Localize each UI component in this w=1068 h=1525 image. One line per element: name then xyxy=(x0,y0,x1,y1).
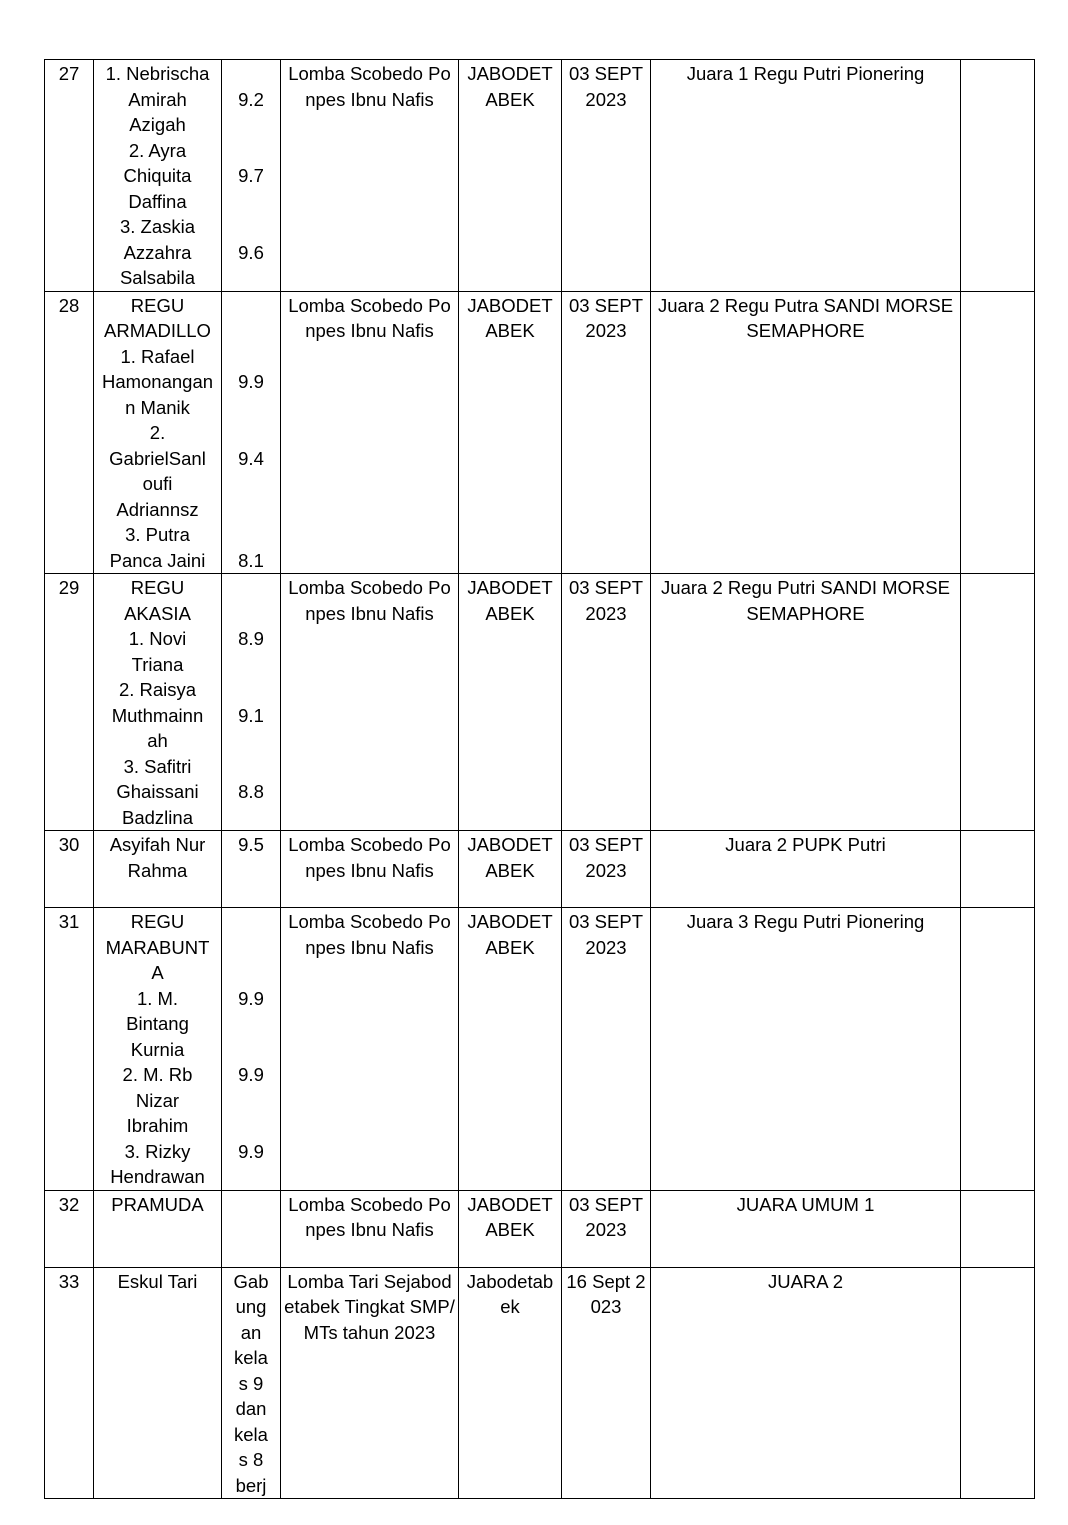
extra-cell xyxy=(961,291,1035,574)
event-level: JABODETABEK xyxy=(459,831,562,908)
participant-names-line: AKASIA xyxy=(124,602,191,624)
event-level: JABODETABEK xyxy=(459,1190,562,1267)
participant-names xyxy=(94,574,222,831)
participant-scores xyxy=(222,60,281,292)
participant-scores-line: 9.9 xyxy=(238,987,264,1009)
event-name: Lomba Scobedo Ponpes Ibnu Nafis xyxy=(281,1190,459,1267)
participant-names-line: 1. Novi xyxy=(128,628,187,649)
participant-scores-line xyxy=(225,1164,277,1190)
participant-scores-line xyxy=(225,420,277,446)
participant-names-line: Azzahra xyxy=(123,241,192,263)
row-number: 27 xyxy=(45,60,94,292)
participant-names-line: Muthmainn xyxy=(111,704,204,726)
participant-names-line: 3. Putra xyxy=(125,524,190,545)
participant-scores-line xyxy=(225,652,277,678)
result: Juara 1 Regu Putri Pionering xyxy=(651,60,961,292)
participant-scores-line xyxy=(225,1192,277,1218)
event-date: 03 SEPT 2023 xyxy=(562,291,651,574)
participant-scores-line xyxy=(225,1088,277,1114)
event-date: 03 SEPT 2023 xyxy=(562,908,651,1191)
participant-names-line: Rahma xyxy=(127,859,188,881)
participant-names-line: REGU xyxy=(130,577,185,598)
participant-names xyxy=(94,908,222,1191)
row-number: 31 xyxy=(45,908,94,1191)
participant-names-line: MARABUNT xyxy=(105,936,210,958)
participant-scores-line xyxy=(225,214,277,240)
event-date: 03 SEPT 2023 xyxy=(562,831,651,908)
participant-names-line: Asyifah Nur xyxy=(109,834,206,855)
participant-names-line: REGU xyxy=(130,294,185,316)
event-name: Lomba Scobedo Ponpes Ibnu Nafis xyxy=(281,291,459,574)
participant-names xyxy=(94,1267,222,1499)
participant-names-line: 2. xyxy=(149,422,166,443)
participant-scores-line xyxy=(225,138,277,164)
participant-scores xyxy=(222,1267,281,1499)
extra-cell xyxy=(961,908,1035,1191)
row-number: 33 xyxy=(45,1267,94,1499)
participant-scores xyxy=(222,574,281,831)
participant-names-line: 1. M. xyxy=(136,987,179,1009)
participant-scores-line: 9.2 xyxy=(238,88,264,110)
result: Juara 2 Regu Putri SANDI MORSE SEMAPHORE xyxy=(651,574,961,831)
participant-names-line: Bintang xyxy=(126,1013,189,1034)
result: Juara 2 PUPK Putri xyxy=(651,831,961,908)
participant-scores-line: an xyxy=(240,1321,262,1343)
achievements-table xyxy=(44,59,1035,1499)
participant-scores-line: kela xyxy=(234,1423,268,1445)
participant-scores-line xyxy=(225,1011,277,1037)
result: Juara 3 Regu Putri Pionering xyxy=(651,908,961,1191)
extra-cell xyxy=(961,831,1035,908)
participant-scores-line xyxy=(225,935,277,961)
participant-scores-line xyxy=(225,344,277,370)
participant-scores-line: 8.1 xyxy=(238,549,264,571)
participant-names-line: oufi xyxy=(142,473,173,494)
participant-names xyxy=(94,1190,222,1267)
participant-names-line: Adriannsz xyxy=(116,498,199,520)
table-row xyxy=(45,60,1035,292)
participant-names xyxy=(94,60,222,292)
event-level: JABODETABEK xyxy=(459,574,562,831)
participant-names-line: PRAMUDA xyxy=(111,1193,204,1215)
participant-names-line: Amirah xyxy=(128,88,187,110)
participant-names-line: A xyxy=(151,962,164,983)
participant-scores-line: 8.8 xyxy=(238,781,264,802)
participant-names-line: ah xyxy=(147,730,168,751)
participant-scores xyxy=(222,908,281,1191)
participant-names-line: Azigah xyxy=(129,114,186,135)
participant-names-line: 3. Rizky xyxy=(124,1140,191,1162)
extra-cell xyxy=(961,60,1035,292)
participant-scores-line: 9.1 xyxy=(238,704,264,726)
participant-scores-line: 9.6 xyxy=(238,241,264,263)
participant-names-line: Chiquita xyxy=(123,165,192,186)
participant-names-line: n Manik xyxy=(125,396,190,418)
participant-scores-line xyxy=(225,909,277,935)
table-row xyxy=(45,1190,1035,1267)
participant-names-line: 2. M. Rb xyxy=(122,1064,193,1085)
participant-scores xyxy=(222,1190,281,1267)
participant-scores-line: 9.4 xyxy=(238,447,264,469)
table-row xyxy=(45,831,1035,908)
participant-names-line: Hamonangan xyxy=(101,371,214,392)
participant-scores-line xyxy=(225,805,277,831)
extra-cell xyxy=(961,574,1035,831)
participant-scores-line xyxy=(225,522,277,548)
participant-scores-line xyxy=(225,265,277,291)
participant-names-line: Salsabila xyxy=(119,267,196,288)
participant-scores-line xyxy=(225,728,277,754)
event-date: 16 Sept 2023 xyxy=(562,1267,651,1499)
participant-names-line: Triana xyxy=(131,653,184,675)
row-number: 32 xyxy=(45,1190,94,1267)
participant-scores-line: ung xyxy=(235,1296,267,1317)
participant-names-line: Nizar xyxy=(135,1089,180,1111)
participant-scores-line: 9.7 xyxy=(238,165,264,186)
event-date: 03 SEPT 2023 xyxy=(562,60,651,292)
event-level: JABODETABEK xyxy=(459,60,562,292)
participant-scores xyxy=(222,291,281,574)
row-number: 29 xyxy=(45,574,94,831)
table-body xyxy=(45,60,1035,1499)
participant-scores-line: 9.5 xyxy=(238,834,264,855)
participant-names-line: Hendrawan xyxy=(110,1166,205,1187)
participant-scores-line: 9.9 xyxy=(238,371,264,392)
participant-names-line: Ghaissani xyxy=(116,781,199,802)
participant-scores-line xyxy=(225,960,277,986)
participant-names-line: GabrielSanl xyxy=(109,447,206,469)
participant-scores-line: 9.9 xyxy=(238,1064,264,1085)
participant-names-line: Ibrahim xyxy=(126,1115,189,1136)
participant-scores-line xyxy=(225,471,277,497)
participant-scores-line xyxy=(225,112,277,138)
result: JUARA UMUM 1 xyxy=(651,1190,961,1267)
participant-names-line: 1. Nebrischa xyxy=(105,63,210,84)
participant-names xyxy=(94,291,222,574)
participant-names-line: Kurnia xyxy=(130,1038,185,1060)
participant-scores-line: s 9 xyxy=(238,1372,264,1394)
table-row xyxy=(45,908,1035,1191)
participant-scores-line xyxy=(225,575,277,601)
participant-names-line: Eskul Tari xyxy=(117,1270,198,1292)
event-name: Lomba Scobedo Ponpes Ibnu Nafis xyxy=(281,60,459,292)
event-name: Lomba Scobedo Ponpes Ibnu Nafis xyxy=(281,831,459,908)
result: Juara 2 Regu Putra SANDI MORSE SEMAPHORE xyxy=(651,291,961,574)
participant-scores xyxy=(222,831,281,908)
participant-names-line: 3. Safitri xyxy=(123,755,192,777)
participant-scores-line xyxy=(225,293,277,319)
result: JUARA 2 xyxy=(651,1267,961,1499)
table-row xyxy=(45,574,1035,831)
participant-scores-line: dan xyxy=(235,1398,267,1419)
participant-scores-line: 9.9 xyxy=(238,1140,264,1162)
extra-cell xyxy=(961,1190,1035,1267)
participant-names-line: 3. Zaskia xyxy=(119,216,196,237)
participant-names xyxy=(94,831,222,908)
participant-names-line: Badzlina xyxy=(122,806,193,828)
event-level: JABODETABEK xyxy=(459,908,562,1191)
participant-names-line: Daffina xyxy=(128,190,187,212)
participant-names-line: 1. Rafael xyxy=(120,345,195,367)
table-row xyxy=(45,291,1035,574)
participant-scores-line: s 8 xyxy=(238,1449,264,1470)
participant-names-line: 2. Raisya xyxy=(118,679,197,700)
table-row xyxy=(45,1267,1035,1499)
participant-names-line: Panca Jaini xyxy=(109,549,206,571)
event-name: Lomba Scobedo Ponpes Ibnu Nafis xyxy=(281,574,459,831)
participant-scores-line xyxy=(225,601,277,627)
participant-names-line: ARMADILLO xyxy=(104,320,211,341)
event-level: Jabodetabek xyxy=(459,1267,562,1499)
participant-scores-line xyxy=(225,1113,277,1139)
event-date: 03 SEPT 2023 xyxy=(562,574,651,831)
event-level: JABODETABEK xyxy=(459,291,562,574)
participant-names-line: 2. Ayra xyxy=(128,139,187,161)
participant-scores-line: 8.9 xyxy=(238,628,264,649)
participant-scores-line xyxy=(225,497,277,523)
participant-scores-line xyxy=(225,318,277,344)
participant-scores-line xyxy=(225,61,277,87)
participant-scores-line xyxy=(225,189,277,215)
extra-cell xyxy=(961,1267,1035,1499)
event-name: Lomba Tari Sejabodetabek Tingkat SMP/MTs tahun 2023 xyxy=(281,1267,459,1499)
row-number: 30 xyxy=(45,831,94,908)
participant-scores-line: berj xyxy=(235,1474,267,1496)
event-name: Lomba Scobedo Ponpes Ibnu Nafis xyxy=(281,908,459,1191)
participant-scores-line: kela xyxy=(234,1347,268,1368)
row-number: 28 xyxy=(45,291,94,574)
participant-names-line: REGU xyxy=(130,911,185,932)
participant-scores-line: Gab xyxy=(233,1270,269,1292)
participant-scores-line xyxy=(225,754,277,780)
participant-scores-line xyxy=(225,1037,277,1063)
participant-scores-line xyxy=(225,677,277,703)
event-date: 03 SEPT 2023 xyxy=(562,1190,651,1267)
participant-scores-line xyxy=(225,395,277,421)
